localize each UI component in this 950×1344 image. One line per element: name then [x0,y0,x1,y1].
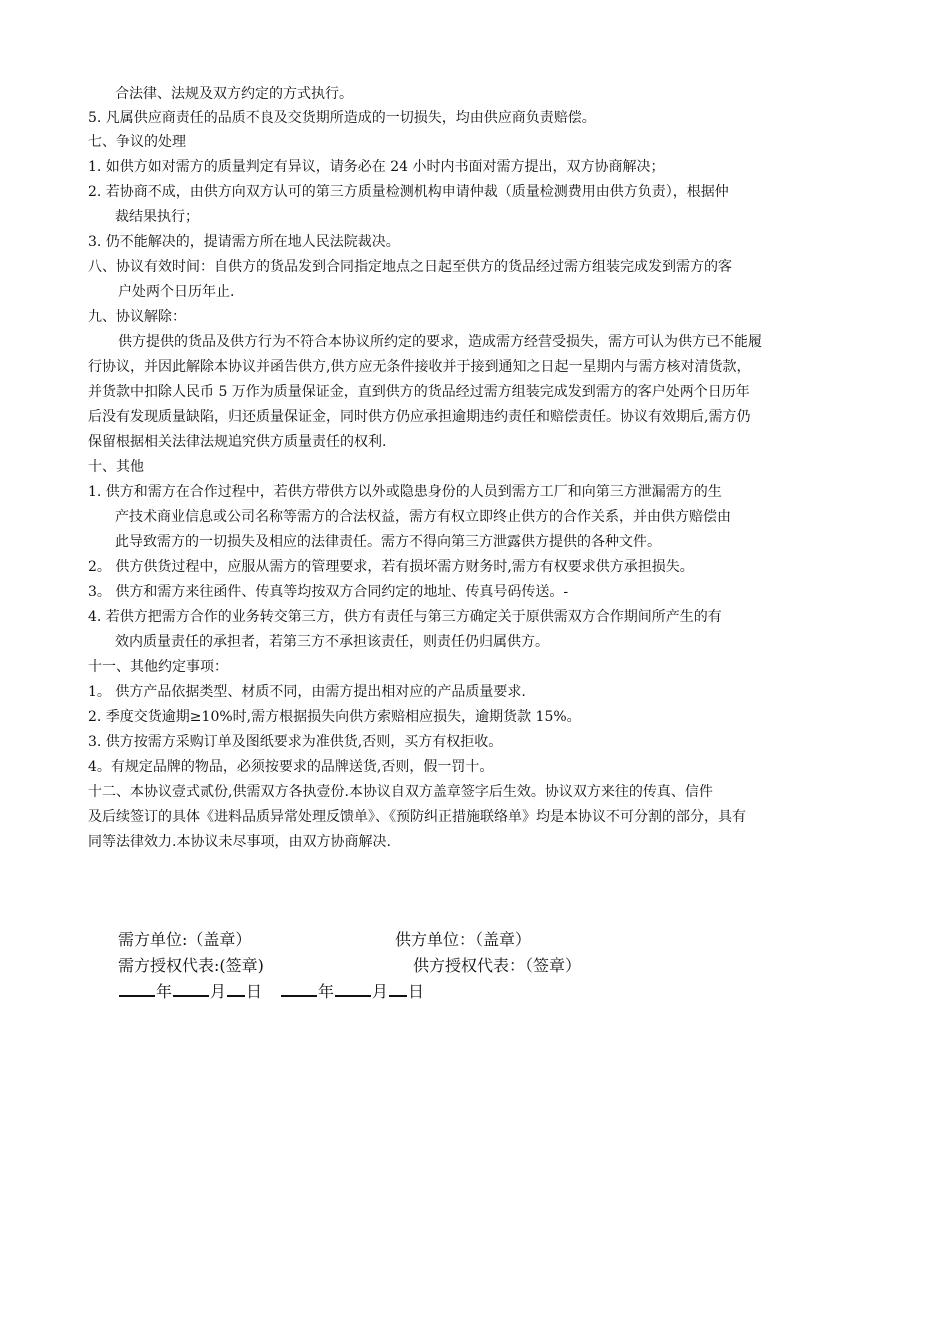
demand-unit-label: 需方单位:（盖章） [118,930,252,949]
text-line: 2. 季度交货逾期≥10%时,需方根据损失向供方索赔相应损失，逾期货款 15%。 [88,709,581,725]
text-line: 并货款中扣除人民币 5 万作为质量保证金，直到供方的货品经过需方组装完成发到需方的客户处两个日历年 [88,384,750,400]
day-blank [227,981,245,997]
year-blank [119,981,155,997]
text-line: 此导致需方的一切损失及相应的法律责任。需方不得向第三方泄露供方提供的各种文件。 [115,534,661,550]
section-heading: 九、协议解除： [88,309,186,325]
section-heading: 八、协议有效时间：自供方的货品发到合同指定地点之日起至供方的货品经过需方组装完成发到需方的客 [88,259,732,275]
text-line: 效内质量责任的承担者，若第三方不承担该责任，则责任仍归属供方。 [115,634,549,650]
text-line: 及后续签订的具体《进料品质异常处理反馈单》、《预防纠正措施联络单》均是本协议不可分割的部分，具有 [88,809,746,825]
text-line: 供方提供的货品及供方行为不符合本协议所约定的要求，造成需方经营受损失，需方可认为供方已不能履 [118,334,762,350]
text-line: 户处两个日历年止. [118,284,235,300]
text-line: 产技术商业信息或公司名称等需方的合法权益，需方有权立即终止供方的合作关系，并由供方赔偿由 [115,509,731,525]
year-blank [281,981,317,997]
text-line: 行协议，并因此解除本协议并函告供方,供方应无条件接收并于接到通知之日起一星期内与需方核对清货款， [88,359,751,375]
supply-rep-label: 供方授权代表：（签章） [413,956,582,975]
text-line: 1. 供方和需方在合作过程中，若供方带供方以外或隐患身份的人员到需方工厂和向第三方泄漏需方的生 [88,484,722,500]
month-label: 月 [210,982,227,1001]
day-label: 日 [246,982,263,1001]
text-line: 3. 仍不能解决的，提请需方所在地人民法院裁决。 [88,234,400,250]
text-line: 2。 供方供货过程中，应服从需方的管理要求，若有损坏需方财务时,需方有权要求供方承担损失。 [88,559,694,575]
month-blank [173,981,209,997]
day-label: 日 [408,982,425,1001]
text-line: 2. 若协商不成，由供方向双方认可的第三方质量检测机构申请仲裁（质量检测费用由供方负责），根据仲 [88,184,729,200]
section-heading: 七、争议的处理 [88,134,186,150]
date-line-demand [118,980,262,1004]
section-heading: 十、其他 [88,459,144,475]
text-line: 1。 供方产品依据类型、材质不同，由需方提出相对应的产品质量要求. [88,684,526,700]
year-label: 年 [156,982,173,1001]
text-line: 3. 供方按需方采购订单及图纸要求为准供货,否则，买方有权拒收。 [88,734,503,750]
section-heading: 十一、其他约定事项： [88,659,228,675]
text-line: 保留根据相关法律法规追究供方质量责任的权利. [88,434,387,450]
text-line: 裁结果执行； [115,209,199,225]
text-line: 后没有发现质量缺陷，归还质量保证金，同时供方仍应承担逾期违约责任和赔偿责任。协议有效期后,需方仍 [88,409,751,425]
month-label: 月 [372,982,389,1001]
day-blank [389,981,407,997]
demand-rep-label: 需方授权代表:(签章) [118,956,264,975]
section-heading: 十二、本协议壹式贰份,供需双方各执壹份.本协议自双方盖章签字后生效。协议双方来往的传真、信件 [88,784,713,800]
supply-unit-label: 供方单位：（盖章） [395,930,532,949]
text-line: 4. 若供方把需方合作的业务转交第三方，供方有责任与第三方确定关于原供需双方合作期间所产生的有 [88,609,722,625]
text-line: 同等法律效力.本协议未尽事项，由双方协商解决. [88,834,391,850]
date-line-supply [280,980,424,1004]
month-blank [335,981,371,997]
text-line: 5. 凡属供应商责任的品质不良及交货期所造成的一切损失，均由供应商负责赔偿。 [88,110,596,126]
year-label: 年 [318,982,335,1001]
text-line: 4。有规定品牌的物品，必须按要求的品牌送货,否则，假一罚十。 [88,759,494,775]
text-line: 1. 如供方如对需方的质量判定有异议，请务必在 24 小时内书面对需方提出，双方协商解决； [88,159,665,175]
text-line: 合法律、法规及双方约定的方式执行。 [115,86,353,102]
text-line: 3。 供方和需方来往函件、传真等均按双方合同约定的地址、传真号码传送。- [88,584,569,600]
